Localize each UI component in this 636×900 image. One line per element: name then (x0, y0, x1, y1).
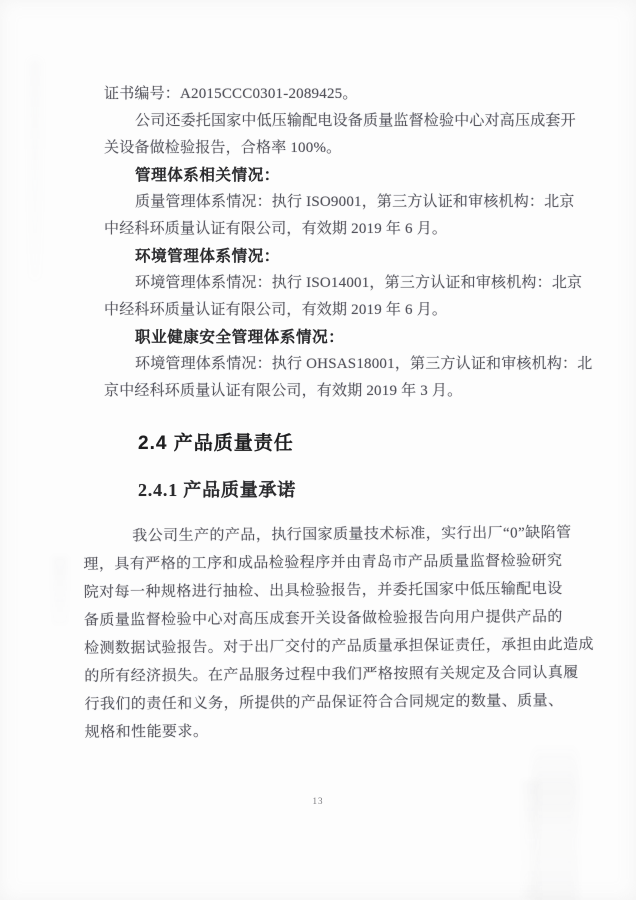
section-heading-2-4: 2.4 产品质量责任 (138, 433, 294, 454)
ohs-system-line: 京中经科环质量认证有限公司，有效期 2019 年 3 月。 (104, 383, 463, 399)
body-line: 关设备做检验报告，合格率 100%。 (104, 140, 342, 156)
paragraph-line: 理，具有严格的工序和成品检验程序并由青岛市产品质量监督检验研究 (83, 553, 563, 573)
quality-system-line: 中经科环质量认证有限公司，有效期 2019 年 6 月。 (104, 221, 448, 237)
environment-system-line: 中经科环质量认证有限公司，有效期 2019 年 6 月。 (104, 302, 448, 318)
paragraph-line: 检测数据试验报告。对于出厂交付的产品质量承担保证责任，承担由此造成 (84, 636, 595, 657)
paragraph-line: 行我们的责任和义务，所提供的产品保证符合合同规定的数量、质量、 (84, 693, 564, 713)
paragraph-line: 备质量监督检验中心对高压成套开关设备做检验报告向用户提供产品的 (83, 609, 563, 629)
quality-commitment-paragraph (83, 519, 595, 747)
environment-system-line: 环境管理体系情况：执行 ISO14001，第三方认证和审核机构：北京 (135, 275, 583, 291)
paragraph-line: 院对每一种规格进行抽检、出具检验报告，并委托国家中低压输配电设 (83, 581, 563, 601)
quality-system-line: 质量管理体系情况：执行 ISO9001，第三方认证和审核机构：北京 (135, 194, 575, 210)
certification-section (104, 81, 593, 405)
environment-system-label: 环境管理体系情况： (135, 248, 280, 265)
paragraph-line: 我公司生产的产品，执行国家质量技术标准，实行出厂“0”缺陷管 (132, 525, 572, 545)
page-number: 13 (312, 796, 324, 806)
management-system-label: 管理体系相关情况： (135, 167, 280, 184)
subsection-heading-2-4-1: 2.4.1 产品质量承诺 (138, 480, 297, 500)
scan-bleedthrough-smudge (52, 556, 68, 626)
scan-edge-shadow (30, 60, 40, 280)
ohs-system-line: 环境管理体系情况：执行 OHSAS18001，第三方认证和审核机构：北 (135, 356, 593, 372)
body-line: 公司还委托国家中低压输配电设备质量监督检验中心对高压成套开 (135, 113, 576, 129)
paragraph-line: 规格和性能要求。 (84, 723, 209, 741)
paragraph-line: 的所有经济损失。在产品服务过程中我们严格按照有关规定及合同认真履 (84, 664, 579, 685)
ohs-system-label: 职业健康安全管理体系情况： (135, 329, 345, 346)
scan-bleedthrough-smudge (532, 740, 578, 900)
cert-number-line: 证书编号：A2015CCC0301-2089425。 (104, 86, 358, 102)
